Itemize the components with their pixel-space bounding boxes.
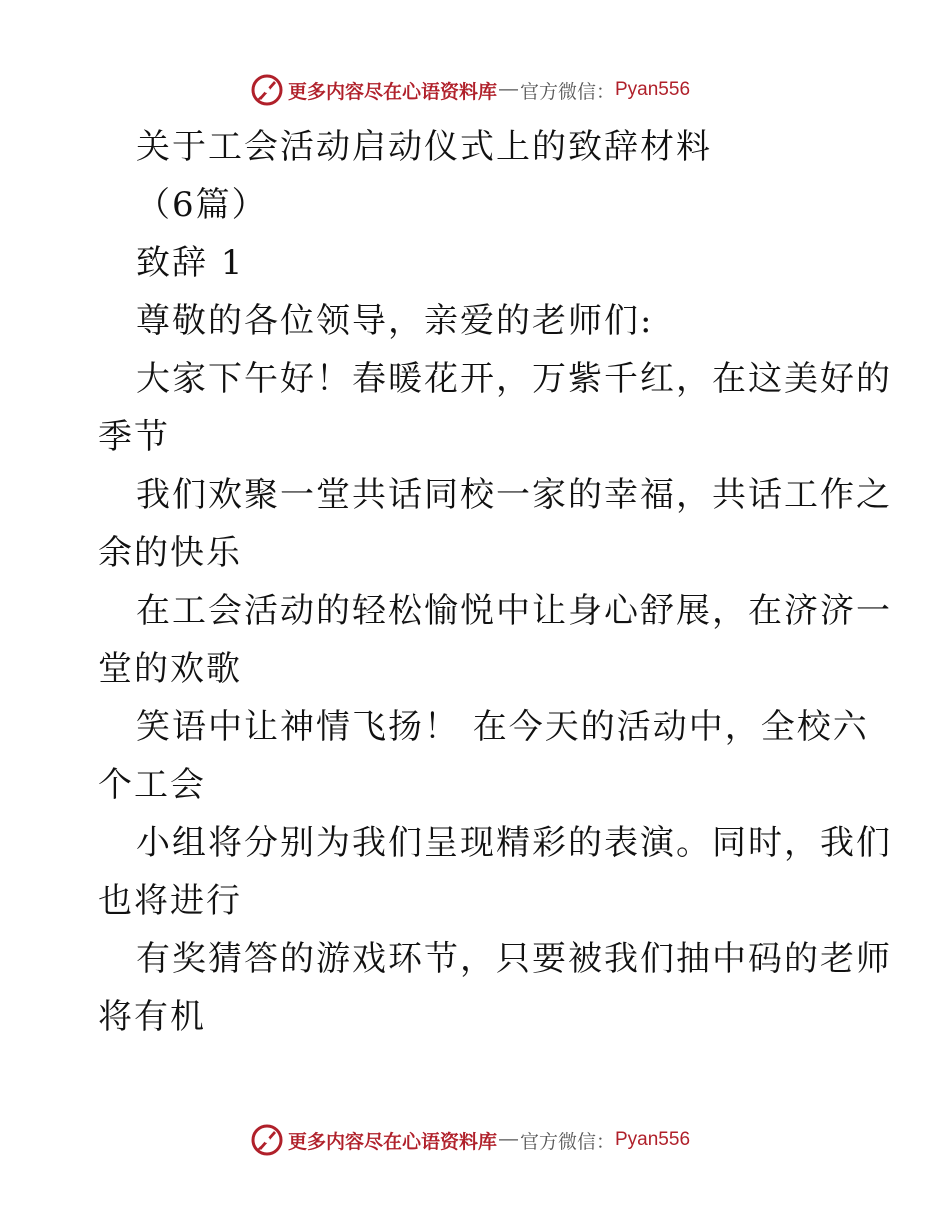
banner-dash: — bbox=[498, 1129, 518, 1150]
site-name: 更多内容尽在心语资料库 bbox=[287, 1130, 497, 1153]
text-line: 堂的欢歌 bbox=[98, 649, 242, 689]
text-line: 季节 bbox=[98, 417, 170, 457]
quill-logo-icon bbox=[250, 1123, 284, 1157]
text-line: 笑语中让神情飞扬！ 在今天的活动中，全校六 bbox=[136, 707, 869, 747]
text-line: 个工会 bbox=[98, 765, 206, 805]
text-line: 在工会活动的轻松愉悦中让身心舒展，在济济一 bbox=[136, 591, 892, 631]
wechat-label: 官方微信： bbox=[519, 80, 615, 103]
document-body bbox=[98, 118, 892, 1046]
text-line: 大家下午好！春暖花开，万紫千红，在这美好的 bbox=[136, 359, 892, 399]
text-line: 尊敬的各位领导，亲爱的老师们: bbox=[136, 301, 654, 341]
header-banner-content bbox=[250, 73, 690, 107]
text-line: 余的快乐 bbox=[98, 533, 242, 573]
footer-banner bbox=[0, 1120, 950, 1160]
text-line: 我们欢聚一堂共话同校一家的幸福，共话工作之 bbox=[136, 475, 892, 515]
banner-dash: — bbox=[498, 79, 518, 100]
footer-banner-content bbox=[250, 1123, 690, 1157]
text-line: 小组将分别为我们呈现精彩的表演。同时，我们 bbox=[136, 823, 892, 863]
text-line: 将有机 bbox=[98, 997, 206, 1037]
site-name: 更多内容尽在心语资料库 bbox=[287, 80, 497, 103]
text-line: 致辞 1 bbox=[136, 243, 245, 283]
header-banner bbox=[0, 70, 950, 110]
wechat-id: Pyan556 bbox=[615, 79, 691, 100]
quill-logo-icon bbox=[250, 73, 284, 107]
text-line: 也将进行 bbox=[98, 881, 242, 921]
wechat-label: 官方微信： bbox=[519, 1130, 615, 1153]
document-title: 关于工会活动启动仪式上的致辞材料 bbox=[136, 127, 712, 167]
text-line: （6篇） bbox=[136, 185, 268, 225]
text-line: 有奖猜答的游戏环节，只要被我们抽中码的老师 bbox=[136, 939, 892, 979]
wechat-id: Pyan556 bbox=[615, 1129, 691, 1150]
